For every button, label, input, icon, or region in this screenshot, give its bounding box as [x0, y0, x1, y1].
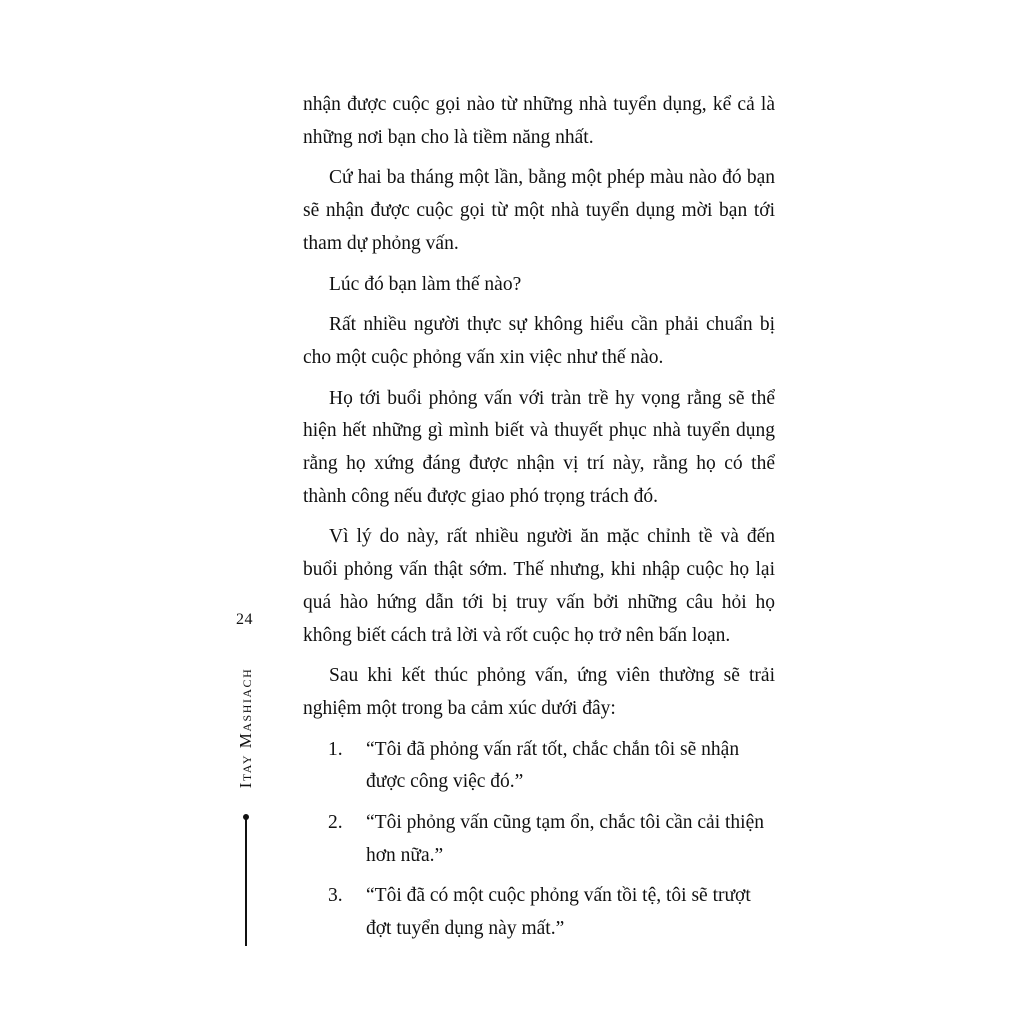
list-item-number: 2. — [328, 812, 343, 834]
paragraph: Cứ hai ba tháng một lần, bằng một phép màu nào đó bạn sẽ nhận được cuộc gọi từ một nhà tuyển dụng mời bạn tới tham dự phỏng vấn. — [303, 167, 775, 254]
paragraph: Rất nhiều người thực sự không hiểu cần phải chuẩn bị cho một cuộc phỏng vấn xin việc như thế nào. — [303, 314, 775, 368]
list-item-text: “Tôi đã có một cuộc phỏng vấn tồi tệ, tôi sẽ trượt đợt tuyển dụng này mất.” — [366, 885, 751, 940]
page-number: 24 — [236, 611, 253, 628]
page-body — [303, 89, 775, 954]
list-item — [303, 807, 775, 872]
paragraph: nhận được cuộc gọi nào từ những nhà tuyển dụng, kể cả là những nơi bạn cho là tiềm năng nhất. — [303, 94, 775, 148]
paragraph: Sau khi kết thúc phỏng vấn, ứng viên thường sẽ trải nghiệm một trong ba cảm xúc dưới đây: — [303, 665, 775, 719]
paragraph: Lúc đó bạn làm thế nào? — [329, 273, 522, 295]
list-item-number: 1. — [328, 738, 343, 760]
running-head-author: Itay Mashiach — [236, 667, 255, 789]
list-item — [303, 880, 775, 945]
list-item — [303, 734, 775, 799]
list-item-text: “Tôi đã phỏng vấn rất tốt, chắc chắn tôi sẽ nhận được công việc đó.” — [366, 738, 740, 793]
paragraph: Vì lý do này, rất nhiều người ăn mặc chỉnh tề và đến buổi phỏng vấn thật sớm. Thế nhưng, khi nhập cuộc họ lại quá hào hứng dẫn tới bị truy vấn bởi những câu hỏi họ không biết cách trả lời và rốt cuộc họ trở nên bấn loạn. — [303, 526, 775, 646]
numbered-list — [303, 734, 775, 946]
margin-rule-line — [245, 818, 247, 946]
paragraph: Họ tới buổi phỏng vấn với tràn trề hy vọng rằng sẽ thể hiện hết những gì mình biết và thuyết phục nhà tuyển dụng rằng họ xứng đáng được nhận vị trí này, rằng họ có thể thành công nếu được giao phó trọng trách đó. — [303, 387, 775, 507]
list-item-text: “Tôi phỏng vấn cũng tạm ổn, chắc tôi cần cải thiện hơn nữa.” — [366, 812, 764, 866]
list-item-number: 3. — [328, 885, 343, 907]
